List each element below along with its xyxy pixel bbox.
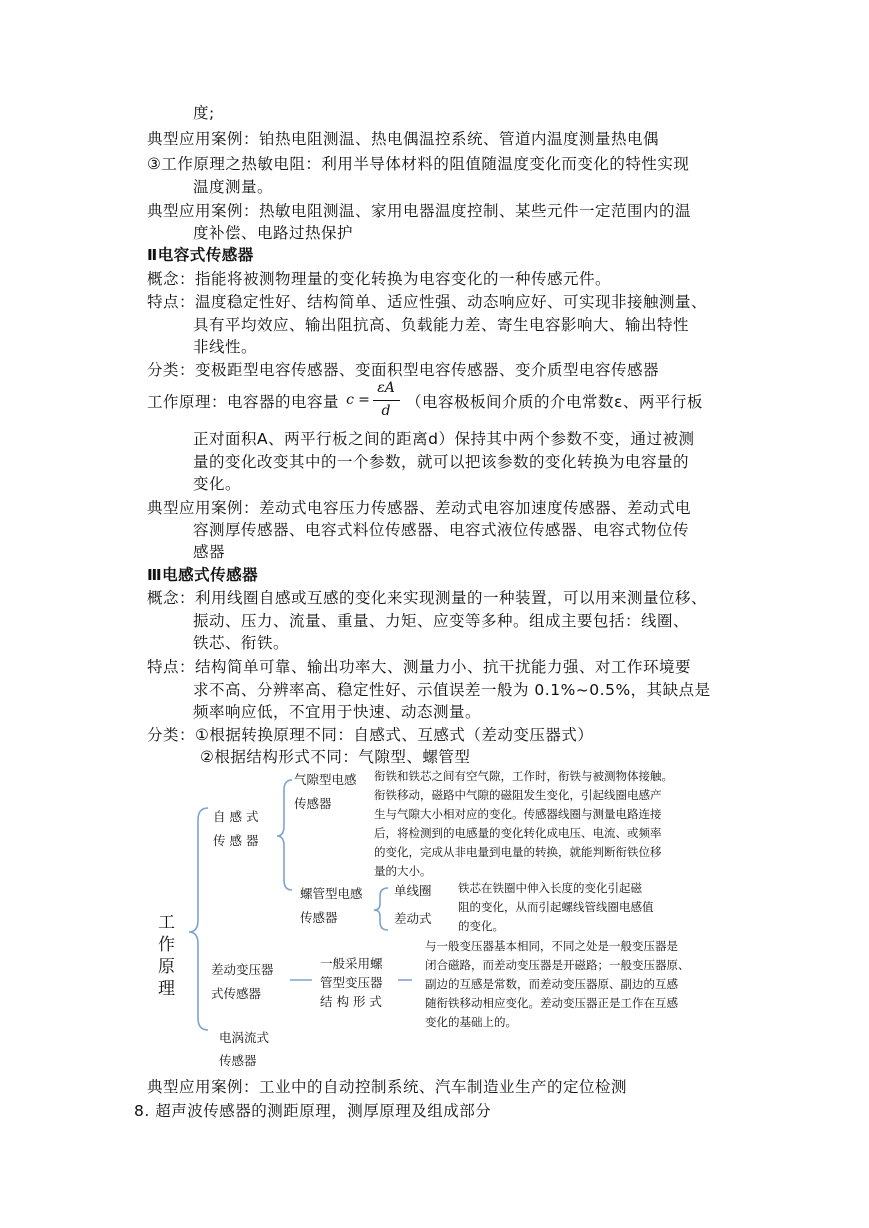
text-line: 度补偿、电路过热保护 [193,224,354,242]
desc-line: 变化的基础上的。 [425,1015,517,1029]
desc-line: 生与气隙大小相对应的变化。传感器线圈与测量电路连接 [374,807,662,821]
desc-line: 铁芯在铁圈中伸入长度的变化引起磁 [458,881,642,895]
text-line: 特点：结构简单可靠、输出功率大、测量力小、抗干扰能力强、对工作环境要 [147,658,692,676]
text-line: 典型应用案例：热敏电阻测温、家用电器温度控制、某些元件一定范围内的温 [147,202,692,220]
desc-line: 副边的互感是常数，而差动变压器原、副边的互感 [425,977,678,991]
node-self-inductance: 自 感 式 [213,809,259,824]
text-line: 分类：变极距型电容传感器、变面积型电容传感器、变介质型电容传感器 [147,361,660,379]
node-differential: 差动式 [394,911,432,926]
text-line: 度; [193,104,215,122]
node-eddy-current: 传感器 [219,1053,257,1068]
text-line: 概念：利用线圈自感或互感的变化来实现测量的一种装置，可以用来测量位移、 [147,589,708,607]
text-line: ③工作原理之热敏电阻：利用半导体材料的阻值随温度变化而变化的特性实现 [147,155,690,173]
section-heading-ultrasonic: 8. 超声波传感器的测距原理，测厚原理及组成部分 [134,1102,492,1120]
node-general-structure: 管型变压器 [320,975,383,990]
node-general-structure: 结 构 形 式 [320,994,382,1009]
node-self-inductance: 传 感 器 [213,833,259,848]
text-line: （电容极板间介质的介电常数ε、两平行板 [406,393,703,411]
text-line: 概念：指能将被测物理量的变化转换为电容变化的一种传感元件。 [147,270,612,288]
text-line: 典型应用案例：铂热电阻测温、热电偶温控系统、管道内温度测量热电偶 [147,130,660,148]
node-solenoid: 传感器 [300,910,338,925]
diagram-root-char: 工 [158,913,175,933]
desc-line: 的变化，完成从非电量到电量的转换，就能判断衔铁位移 [374,845,662,859]
node-air-gap: 传感器 [294,796,332,811]
text-line: 分类：①根据转换原理不同：自感式、互感式（差动变压器式） [147,726,594,744]
node-diff-transformer: 差动变压器 [211,962,274,977]
node-single-coil: 单线圈 [394,883,432,898]
text-line: 非线性。 [193,338,258,356]
desc-line: 随衔铁移动相应变化。差动变压器正是工作在互感 [425,996,678,1010]
node-solenoid: 螺管型电感 [300,886,363,901]
formula-numerator: εA [377,380,395,396]
diagram-root-char: 作 [158,935,175,955]
text-line: 变化。 [193,475,242,493]
text-line: 量的变化改变其中的一个参数，就可以把该参数的变化转换为电容量的 [193,453,690,471]
desc-line: 闭合磁路，而差动变压器是开磁路；一般变压器原、 [425,958,690,972]
desc-line: 阻的变化，从而引起螺线管线圈电感值 [458,900,654,914]
text-line: 求不高、分辨率高、稳定性好、示值误差一般为 0.1%~0.5%，其缺点是 [193,681,711,699]
desc-line: 量的大小。 [374,864,432,878]
diagram-root-char: 理 [158,979,175,999]
text-line: 典型应用案例：工业中的自动控制系统、汽车制造业生产的定位检测 [147,1078,628,1096]
section-heading-capacitive: Ⅱ电容式传感器 [147,246,254,264]
formula-denominator: d [381,403,391,419]
text-line: 感器 [193,543,226,561]
desc-line: 衔铁移动，磁路中气隙的磁阻发生变化，引起线圈电感产 [374,788,662,802]
text-line: ②根据结构形式不同：气隙型、螺管型 [200,748,471,766]
desc-line: 后，将检测到的电感量的变化转化成电压、电流、或频率 [374,826,662,840]
text-line: 典型应用案例：差动式电容压力传感器、差动式电容加速度传感器、差动式电 [147,499,692,517]
text-line: 振动、压力、流量、重量、力矩、应变等多种。组成主要包括：线圈、 [193,612,690,630]
text-line: 工作原理：电容器的电容量 [147,393,340,411]
node-diff-transformer: 式传感器 [211,986,262,1001]
desc-line: 的变化。 [458,919,504,933]
formula-c: c [346,392,354,408]
text-line: 铁芯、衔铁。 [193,634,290,652]
node-general-structure: 一般采用螺 [320,956,383,971]
text-line: 频率响应低，不宜用于快速、动态测量。 [193,703,482,721]
diagram-root-char: 原 [158,957,175,977]
text-line: 特点：温度稳定性好、结构简单、适应性强、动态响应好、可实现非接触测量、 [147,293,708,311]
desc-line: 与一般变压器基本相同，不同之处是一般变压器是 [425,939,678,953]
desc-line: 衔铁和铁芯之间有空气隙，工作时，衔铁与被测物体接触。 [374,769,673,783]
node-eddy-current: 电涡流式 [219,1030,270,1045]
text-line: 正对面积A、两平行板之间的距离d）保持其中两个参数不变，通过被测 [193,430,695,448]
text-line: 温度测量。 [193,178,274,196]
node-air-gap: 气隙型电感 [294,772,357,787]
section-heading-inductive: Ⅲ电感式传感器 [147,566,259,584]
text-line: 具有平均效应、输出阻抗高、负载能力差、寄生电容影响大、输出特性 [193,316,690,334]
formula-equals: = [358,392,370,408]
text-line: 容测厚传感器、电容式料位传感器、电容式液位传感器、电容式物位传 [193,521,690,539]
